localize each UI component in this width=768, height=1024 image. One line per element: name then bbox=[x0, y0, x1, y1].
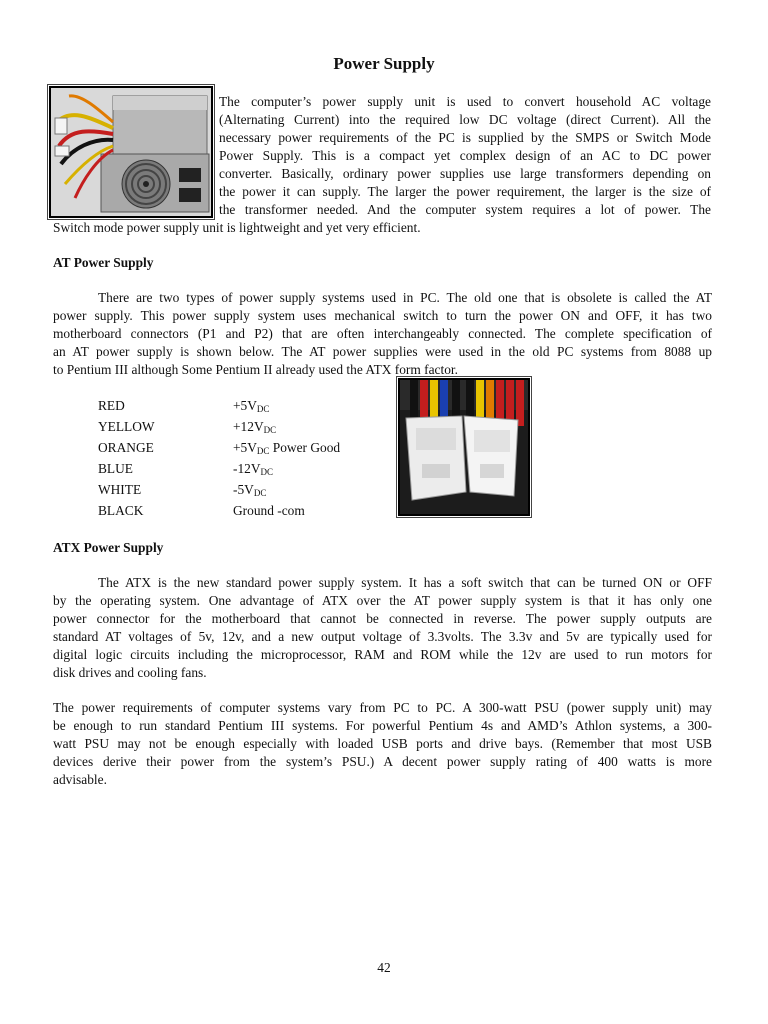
wire-row bbox=[98, 481, 340, 502]
wire-voltage: $-12V_{DC}$ bbox=[233, 461, 274, 477]
text-line: watt PSU may not be enough especially with loaded USB ports and drive bays. (Remember that most USB bbox=[53, 736, 712, 751]
text-line: devices derive their power from the system’s PSU.) A decent power supply rating of 400 watts is more bbox=[53, 754, 712, 769]
wire-color-list bbox=[98, 397, 340, 523]
text-line: power connector for the motherboard that cannot be connected in reverse. The power supply outputs are bbox=[53, 611, 712, 626]
text-line: the power it can supply. The larger the power requirement, the larger is the size of bbox=[219, 184, 711, 199]
power-supply-photo bbox=[49, 86, 213, 218]
wire-row bbox=[98, 418, 340, 439]
text-line: by the operating system. One advantage of ATX over the AT power supply system is that it has only one bbox=[53, 593, 712, 608]
at-paragraph bbox=[53, 289, 712, 379]
at-heading: AT Power Supply bbox=[53, 255, 154, 270]
text-line: There are two types of power supply systems used in PC. The old one that is obsolete is called the AT bbox=[98, 290, 712, 305]
wire-color: BLUE bbox=[98, 461, 133, 476]
wire-color: ORANGE bbox=[98, 440, 154, 455]
wire-color: BLACK bbox=[98, 503, 144, 518]
wire-color: YELLOW bbox=[98, 419, 155, 434]
wire-color: WHITE bbox=[98, 482, 142, 497]
text-line: The power requirements of computer systems vary from PC to PC. A 300-watt PSU (power supply unit) may bbox=[53, 700, 712, 715]
wire-row bbox=[98, 439, 340, 460]
text-line: standard AT voltages of 5v, 12v, and a new output voltage of 3.3volts. The 3.3v and 5v are typically used for bbox=[53, 629, 712, 644]
text-line: disk drives and cooling fans. bbox=[53, 665, 207, 680]
text-line: power supply. This power supply system uses mechanical switch to turn the power ON and OFF, it has two bbox=[53, 308, 712, 323]
at-connector-photo bbox=[398, 378, 530, 516]
wire-voltage: $-5V_{DC}$ bbox=[233, 482, 267, 498]
text-line: The computer’s power supply unit is used to convert household AC voltage bbox=[219, 94, 711, 109]
wire-voltage: $+5V_{DC}$ Power Good bbox=[233, 440, 341, 456]
page-title: Power Supply bbox=[333, 54, 435, 73]
wire-row bbox=[98, 397, 340, 418]
wire-voltage: $+12V_{DC}$ bbox=[233, 419, 277, 435]
text-line: The ATX is the new standard power supply system. It has a soft switch that can be turned ON or OFF bbox=[98, 575, 712, 590]
text-line: the transformer needed. And the computer system requires a lot of power. The bbox=[219, 202, 711, 217]
text-line: advisable. bbox=[53, 772, 107, 787]
text-line: be enough to run standard Pentium III systems. For powerful Pentium 4s and AMD’s Athlon systems, a 300- bbox=[53, 718, 712, 733]
atx-paragraph bbox=[53, 574, 712, 682]
text-line: motherboard connectors (P1 and P2) that are often interchangeably connected. The complete specification of bbox=[53, 326, 712, 341]
text-line: digital logic circuits including the microprocessor, RAM and ROM while the 12v are used to run motors for bbox=[53, 647, 712, 662]
text-line: an AT power supply is shown below. The AT power supplies were used in the old PC systems from 8088 up bbox=[53, 344, 712, 359]
page-number: 42 bbox=[377, 960, 391, 975]
text-line: (Alternating Current) into the required low DC voltage (direct Current). All the bbox=[219, 112, 711, 127]
text-line: to Pentium III although Some Pentium II already used the ATX form factor. bbox=[53, 362, 458, 377]
wire-row bbox=[98, 502, 340, 523]
text-line: necessary power requirements of the PC is supplied by the SMPS or Switch Mode bbox=[219, 130, 711, 145]
wire-voltage: $+5V_{DC}$ bbox=[233, 398, 270, 414]
wire-row bbox=[98, 460, 340, 481]
requirements-paragraph bbox=[53, 699, 712, 789]
text-line: Switch mode power supply unit is lightweight and yet very efficient. bbox=[53, 220, 421, 235]
text-line: converter. Basically, ordinary power supplies use large transformers depending on bbox=[219, 166, 711, 181]
intro-paragraph-tail bbox=[53, 219, 713, 237]
atx-heading: ATX Power Supply bbox=[53, 540, 164, 555]
wire-color: RED bbox=[98, 398, 125, 413]
intro-paragraph bbox=[219, 93, 711, 219]
text-line: Power Supply. This is a compact yet complex design of an AC to DC power bbox=[219, 148, 711, 163]
wire-voltage: Ground -com bbox=[233, 503, 305, 518]
